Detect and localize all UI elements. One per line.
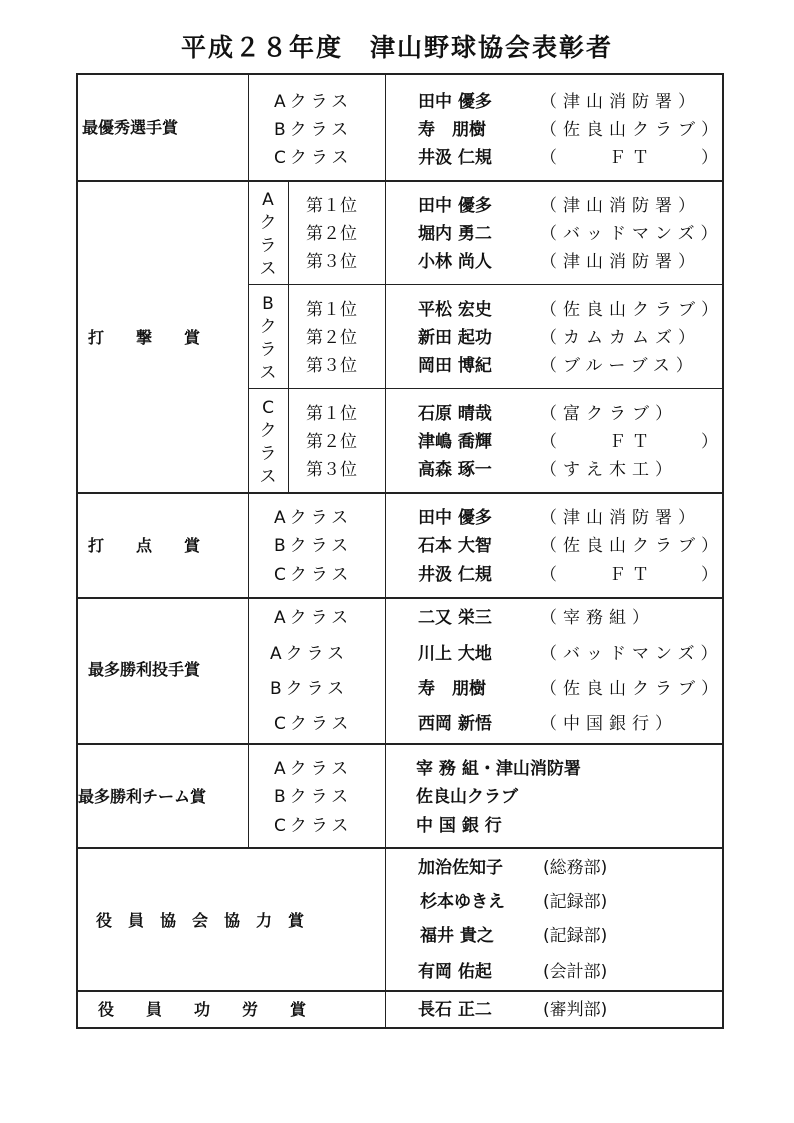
divider	[78, 492, 722, 494]
winner-name: 石本 大智	[418, 536, 492, 556]
team-name: （ ＦＴ ）	[540, 148, 724, 168]
award-label-officer-merit: 役 員 功 労 賞	[98, 1000, 307, 1019]
team-name: （すえ木工）	[540, 460, 678, 480]
class-label: Bクラス	[270, 679, 349, 699]
class-label: Bクラス	[274, 536, 353, 556]
winner-name: 田中 優多	[418, 92, 492, 112]
class-label: Aクラス	[270, 644, 349, 664]
divider	[248, 388, 722, 389]
winner-name: 井汲 仁規	[418, 565, 492, 585]
team-name: （中国銀行）	[540, 714, 678, 734]
rank-label: 第２位	[306, 328, 357, 348]
winner-name: 高森 琢一	[418, 460, 492, 480]
officer-name: 長石 正二	[418, 1000, 492, 1020]
class-label: Bクラス	[274, 120, 353, 140]
winner-name: 二又 栄三	[418, 608, 492, 628]
winner-name: 堀内 勇二	[418, 224, 492, 244]
award-label-officer-coop: 役 員 協 会 協 力 賞	[96, 911, 305, 930]
rank-label: 第３位	[306, 460, 357, 480]
class-label: Aクラス	[274, 759, 353, 779]
winner-name: 津嶋 喬輝	[418, 432, 492, 452]
winner-name: 小林 尚人	[418, 252, 492, 272]
winner-name: 新田 起功	[418, 328, 492, 348]
divider	[248, 284, 722, 285]
winner-name: 石原 晴哉	[418, 404, 492, 424]
team-name: （富クラブ）	[540, 404, 679, 424]
winner-name: 岡田 博紀	[418, 356, 492, 376]
award-label-batting: 打 撃 賞	[88, 328, 201, 347]
class-label: Cクラス	[274, 714, 353, 734]
rank-label: 第１位	[306, 300, 357, 320]
award-label-wins-pitcher: 最多勝利投手賞	[88, 660, 201, 679]
department-label: (審判部)	[543, 1000, 608, 1020]
rank-label: 第１位	[306, 404, 357, 424]
winner-name: 田中 優多	[418, 196, 492, 216]
award-label-rbi: 打 点 賞	[88, 536, 201, 555]
divider	[78, 180, 722, 182]
team-name: 中 国 銀 行	[416, 816, 502, 836]
team-name: （ ＦＴ ）	[540, 565, 724, 585]
officer-name: 福井 貴之	[420, 926, 494, 946]
class-label-vertical: Bクラス	[259, 294, 277, 383]
team-name: （津山消防署）	[540, 252, 701, 272]
department-label: (会計部)	[543, 962, 608, 982]
team-name: （ ＦＴ ）	[540, 432, 724, 452]
winner-name: 井汲 仁規	[418, 148, 492, 168]
divider	[78, 743, 722, 745]
divider	[385, 75, 386, 1027]
awards-table	[76, 73, 724, 1029]
class-label: Aクラス	[274, 608, 353, 628]
team-name: （カムカムズ）	[540, 328, 701, 348]
divider	[288, 180, 289, 492]
winner-name: 田中 優多	[418, 508, 492, 528]
team-name: （佐良山クラブ）	[540, 120, 725, 140]
team-name: （佐良山クラブ）	[540, 679, 725, 699]
officer-name: 加治佐知子	[418, 858, 503, 878]
team-name: （バッドマンズ）	[540, 224, 724, 244]
winner-name: 川上 大地	[418, 644, 492, 664]
rank-label: 第３位	[306, 252, 357, 272]
team-name: 佐良山クラブ	[416, 787, 518, 807]
winner-name: 平松 宏史	[418, 300, 492, 320]
rank-label: 第１位	[306, 196, 357, 216]
team-name: （佐良山クラブ）	[540, 300, 725, 320]
department-label: (記録部)	[543, 926, 608, 946]
winner-name: 寿 朋樹	[418, 120, 486, 140]
class-label: Aクラス	[274, 508, 353, 528]
team-name: （津山消防署）	[540, 508, 701, 528]
team-name: 宰 務 組・津山消防署	[416, 759, 581, 779]
class-label: Cクラス	[274, 565, 353, 585]
officer-name: 杉本ゆきえ	[420, 892, 505, 912]
class-label: Aクラス	[274, 92, 353, 112]
class-label: Cクラス	[274, 148, 353, 168]
team-name: （バッドマンズ）	[540, 644, 724, 664]
divider	[78, 847, 722, 849]
team-name: （宰務組）	[540, 608, 655, 628]
award-label-mvp: 最優秀選手賞	[82, 118, 179, 137]
rank-label: 第２位	[306, 224, 357, 244]
divider	[248, 75, 249, 847]
winner-name: 寿 朋樹	[418, 679, 486, 699]
team-name: （津山消防署）	[540, 196, 701, 216]
team-name: （佐良山クラブ）	[540, 536, 725, 556]
department-label: (総務部)	[543, 858, 608, 878]
class-label: Cクラス	[274, 816, 353, 836]
class-label-vertical: Aクラス	[259, 190, 277, 279]
divider	[78, 990, 722, 992]
winner-name: 西岡 新悟	[418, 714, 492, 734]
class-label: Bクラス	[274, 787, 353, 807]
team-name: （ブルーブス）	[540, 356, 699, 376]
team-name: （津山消防署）	[540, 92, 701, 112]
rank-label: 第２位	[306, 432, 357, 452]
award-label-wins-team: 最多勝利チーム賞	[78, 787, 207, 806]
page-title: 平成２８年度 津山野球協会表彰者	[180, 33, 613, 62]
department-label: (記録部)	[543, 892, 608, 912]
class-label-vertical: Cクラス	[259, 398, 277, 487]
divider	[78, 597, 722, 599]
rank-label: 第３位	[306, 356, 357, 376]
officer-name: 有岡 佑起	[418, 962, 492, 982]
